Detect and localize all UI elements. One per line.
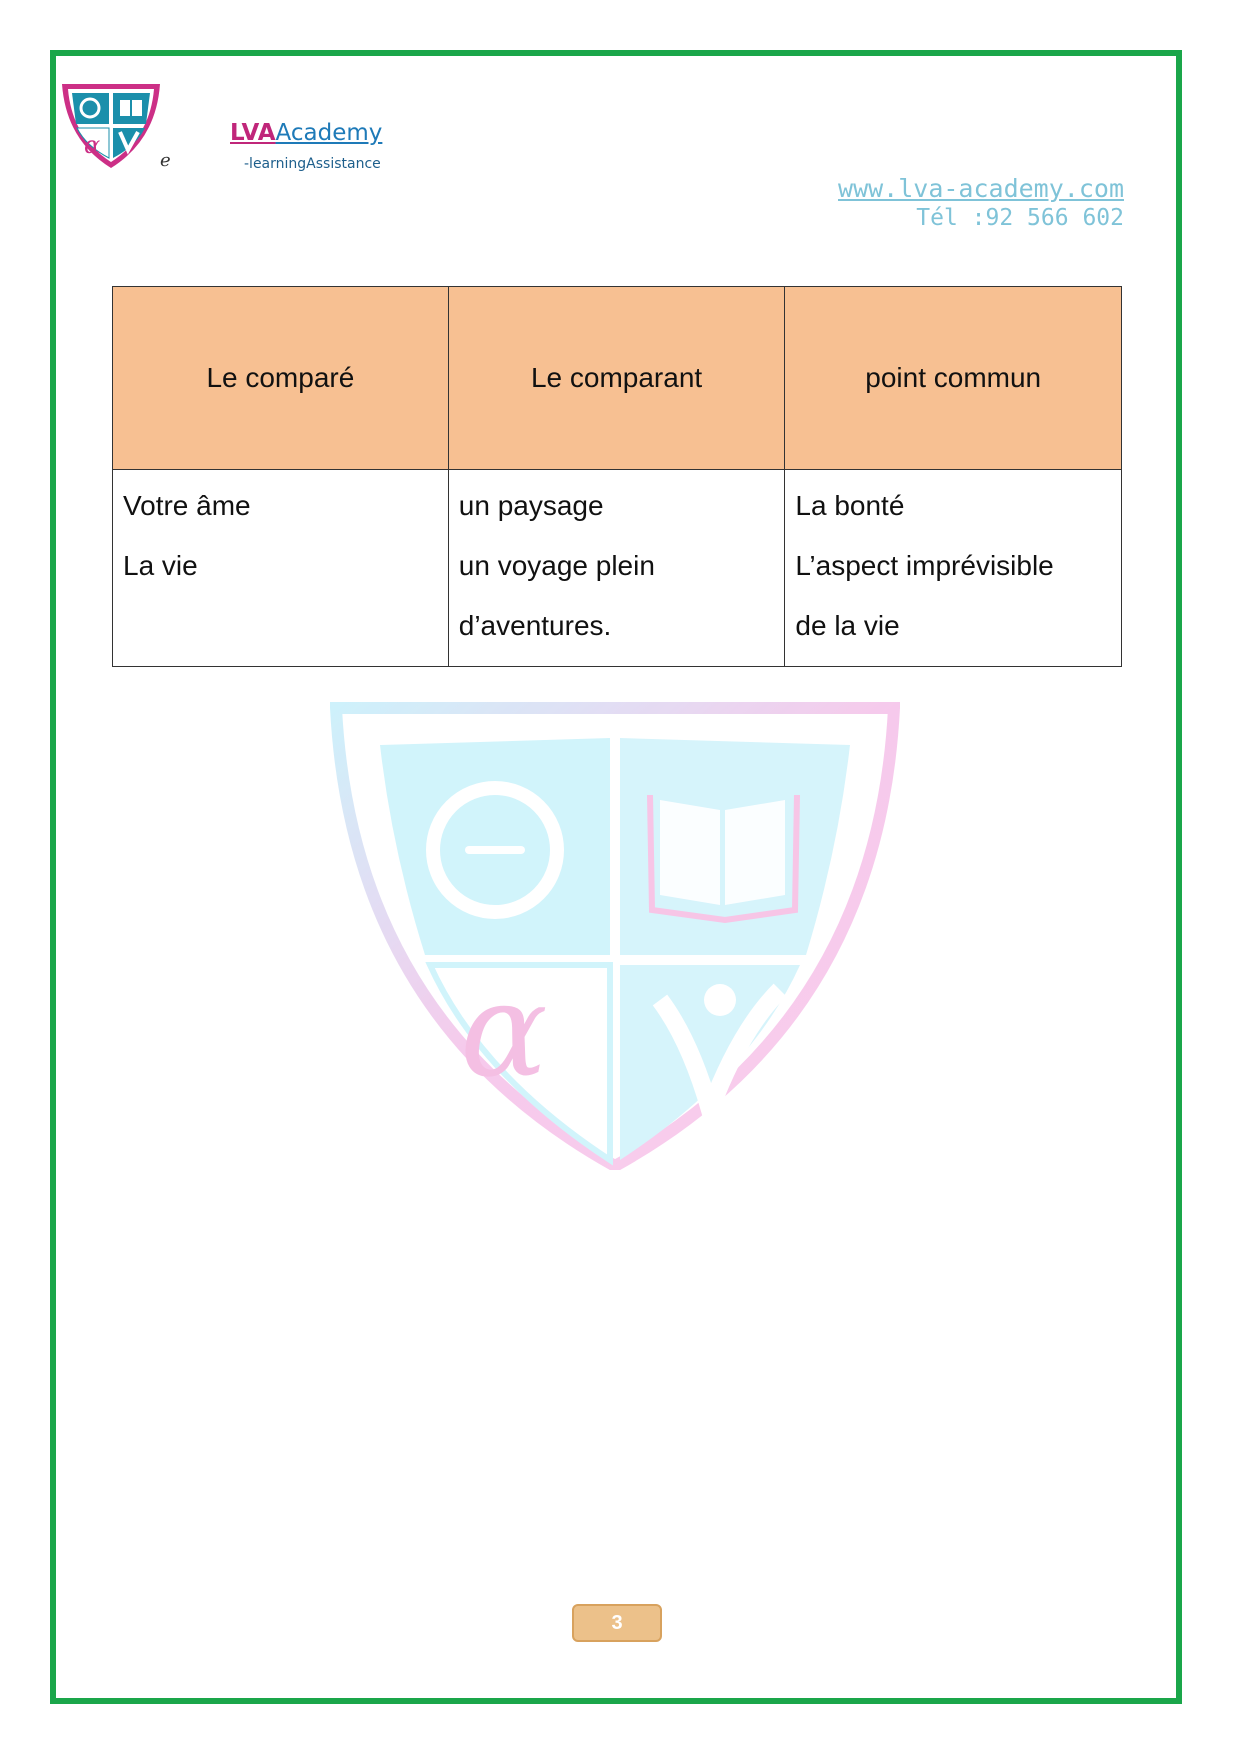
- header-compare: Le comparé: [113, 287, 449, 470]
- cell-line: Votre âme: [123, 490, 251, 521]
- cell-comparant: [448, 470, 785, 667]
- cell-line: un paysage: [458, 490, 604, 521]
- logo-e-mark: e: [160, 150, 171, 171]
- phone-number: Tél :92 566 602: [916, 205, 1124, 231]
- svg-text:α: α: [84, 131, 101, 159]
- cell-line: La bonté: [795, 490, 905, 521]
- page-number-badge: 3: [572, 1604, 662, 1642]
- cell-line: La vie: [123, 550, 198, 581]
- watermark-shield-icon: [330, 700, 900, 1170]
- brand-name[interactable]: [230, 120, 382, 146]
- cell-line: un voyage plein: [458, 550, 655, 581]
- table-header-row: [113, 287, 1122, 470]
- cell-line: d’aventures.: [458, 610, 612, 641]
- brand-academy: Academy: [275, 120, 383, 146]
- shield-logo-icon: [58, 80, 164, 170]
- cell-line: L’aspect imprévisible: [795, 550, 1054, 581]
- cell-compare: [113, 470, 449, 667]
- cell-point-commun: [785, 470, 1122, 667]
- cell-line: de la vie: [795, 610, 900, 641]
- contact-block: [838, 174, 1124, 231]
- header-comparant: Le comparant: [448, 287, 785, 470]
- table-row: [113, 470, 1122, 667]
- brand-tagline: -learningAssistance: [244, 156, 381, 172]
- header-point-commun: point commun: [785, 287, 1122, 470]
- brand-lva: LVA: [230, 120, 276, 146]
- website-link[interactable]: www.lva-academy.com: [838, 174, 1124, 203]
- comparison-table: [112, 286, 1122, 667]
- svg-text:α: α: [460, 954, 548, 1106]
